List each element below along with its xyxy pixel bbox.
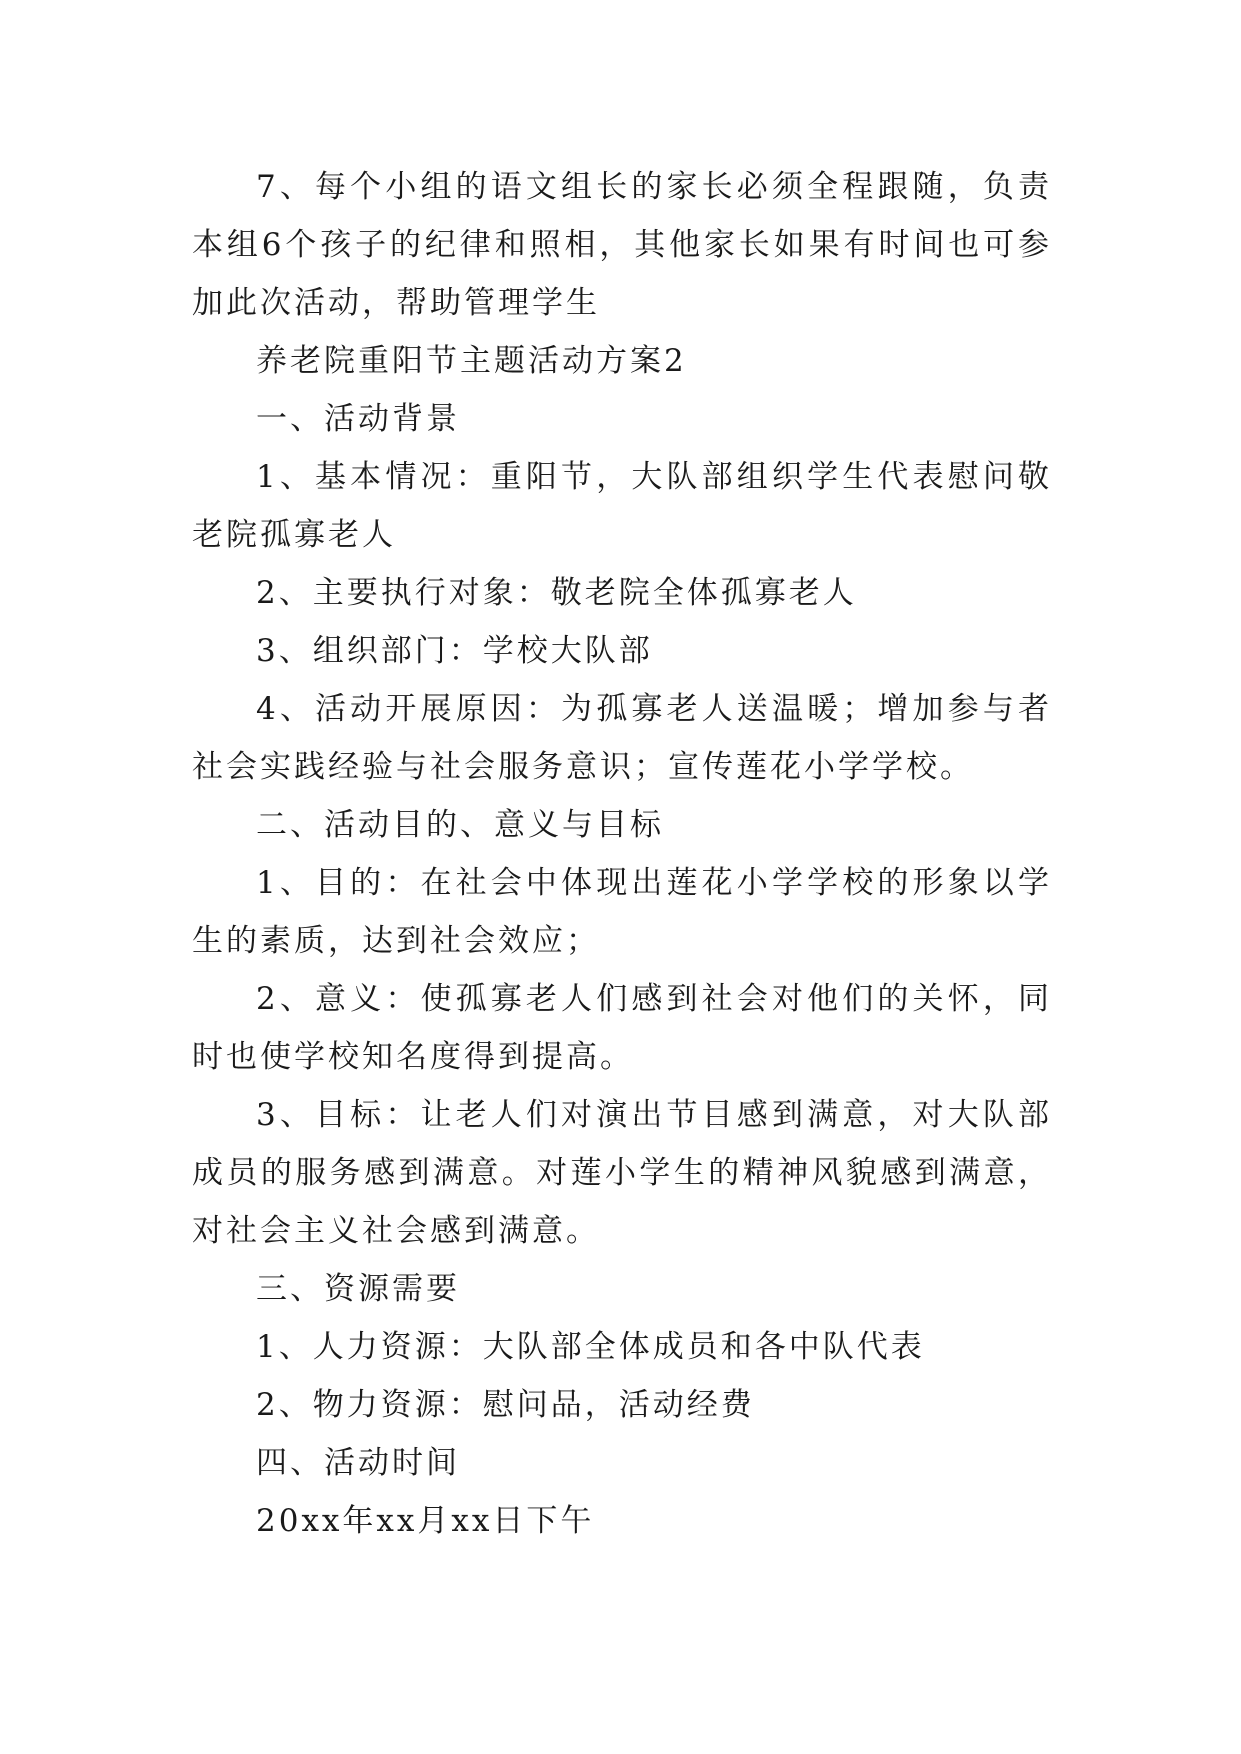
plan-title: 养老院重阳节主题活动方案2 — [256, 343, 687, 379]
paragraph-reasons: 4、活动开展原因：为孤寡老人送温暖；增加参与者社会实践经验与社会服务意识；宣传莲花小学学校。 — [192, 691, 1052, 785]
paragraph-basic-situation: 1、基本情况：重阳节，大队部组织学生代表慰问敬老院孤寡老人 — [192, 459, 1052, 553]
section-heading-goals: 二、活动目的、意义与目标 — [256, 807, 664, 843]
paragraph-activity-date: 20xx年xx月xx日下午 — [256, 1503, 595, 1539]
paragraph-human-resources: 1、人力资源：大队部全体成员和各中队代表 — [256, 1329, 925, 1365]
paragraph-significance: 2、意义：使孤寡老人们感到社会对他们的关怀，同时也使学校知名度得到提高。 — [192, 981, 1052, 1075]
paragraph-target: 3、目标：让老人们对演出节目感到满意，对大队部成员的服务感到满意。对莲小学生的精神风貌感到满意，对社会主义社会感到满意。 — [192, 1097, 1052, 1249]
section-heading-resources: 三、资源需要 — [256, 1271, 460, 1307]
paragraph-target-audience: 2、主要执行对象：敬老院全体孤寡老人 — [256, 575, 857, 611]
paragraph-purpose: 1、目的：在社会中体现出莲花小学学校的形象以学生的素质，达到社会效应； — [192, 865, 1052, 959]
paragraph-item-7: 7、每个小组的语文组长的家长必须全程跟随，负责本组6个孩子的纪律和照相，其他家长如果有时间也可参加此次活动，帮助管理学生 — [192, 169, 1052, 321]
section-heading-background: 一、活动背景 — [256, 401, 460, 437]
document-body — [192, 158, 1052, 1550]
section-heading-time: 四、活动时间 — [256, 1445, 460, 1481]
paragraph-organizer: 3、组织部门：学校大队部 — [256, 633, 653, 669]
paragraph-material-resources: 2、物力资源：慰问品，活动经费 — [256, 1387, 755, 1423]
